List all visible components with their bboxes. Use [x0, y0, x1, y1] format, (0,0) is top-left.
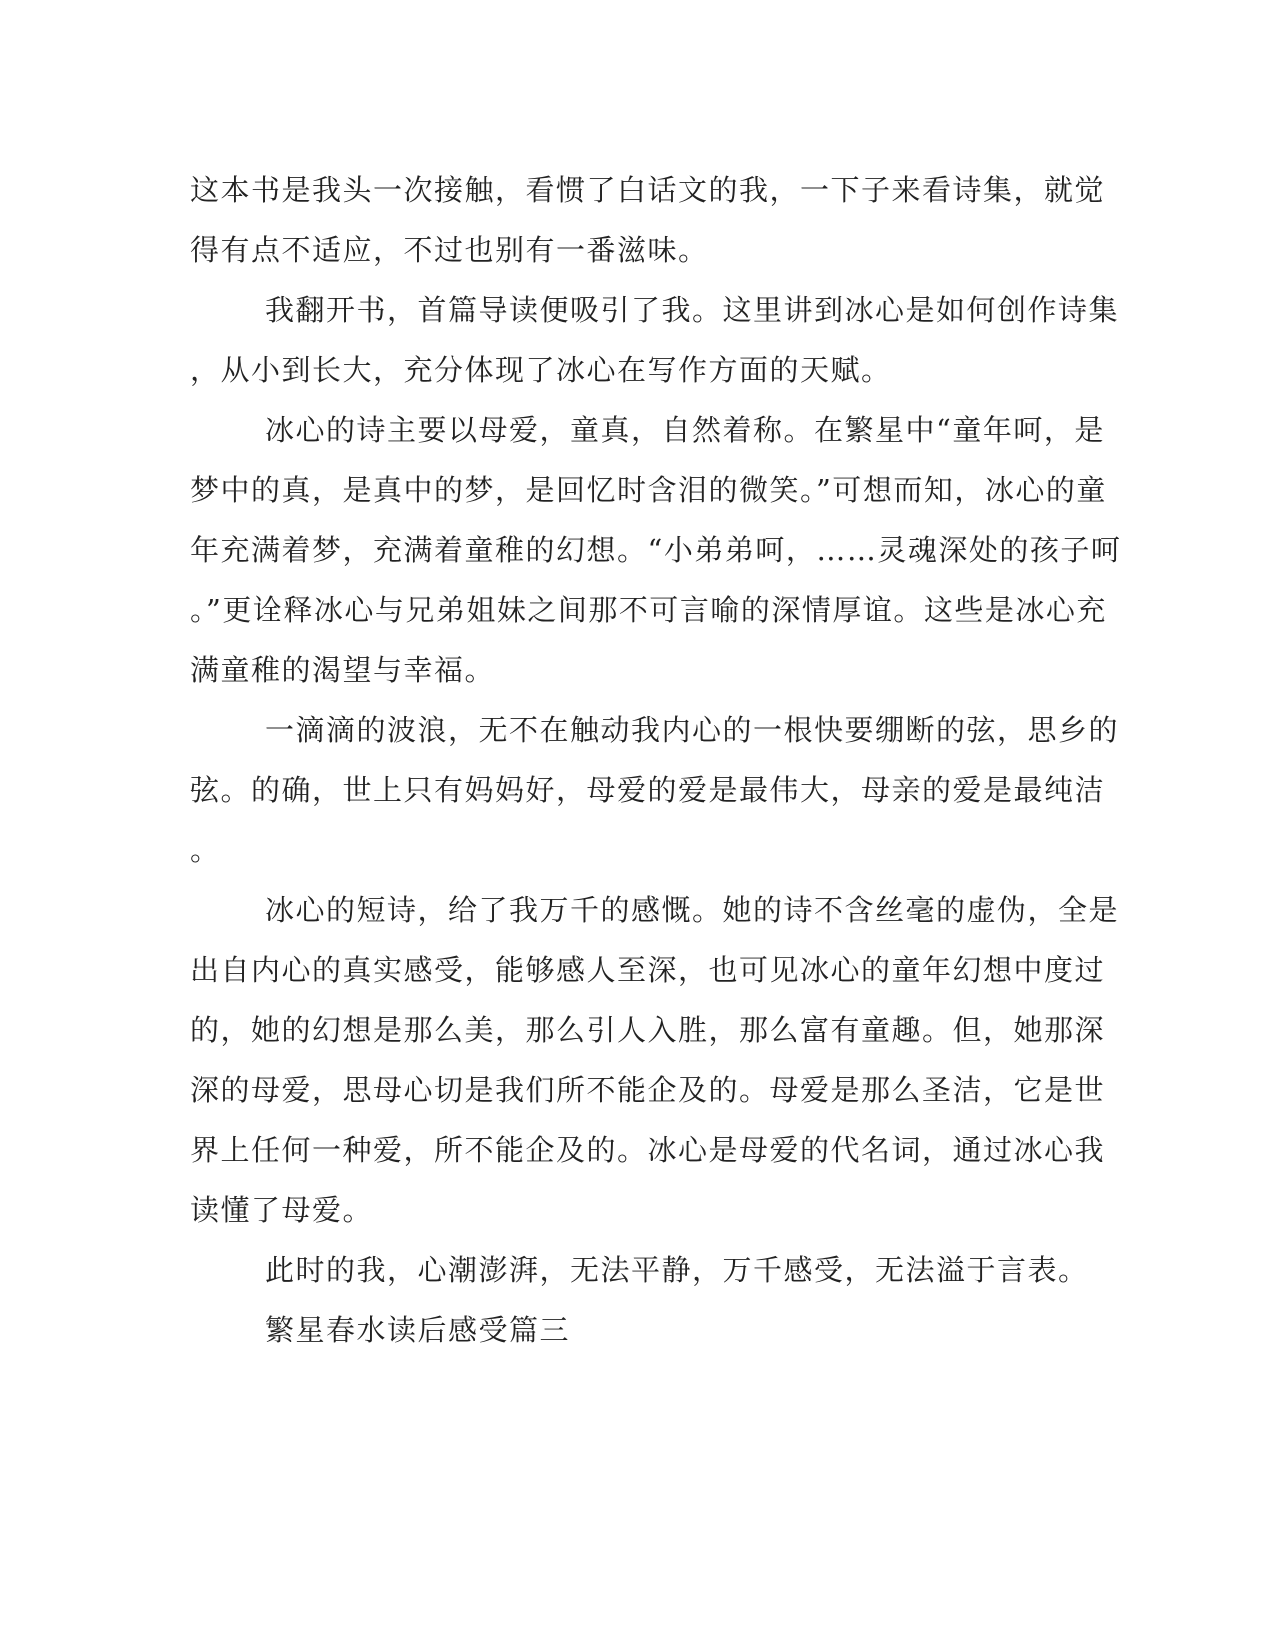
text-line: ，从小到长大，充分体现了冰心在写作方面的天赋。 [190, 353, 892, 387]
text-line: 。 [190, 833, 221, 867]
document-body [190, 160, 1122, 1360]
text-line: 满童稚的渴望与幸福。 [190, 653, 496, 687]
text-line: 的，她的幻想是那么美，那么引人入胜，那么富有童趣。但，她那深 [190, 1013, 1106, 1047]
text-line: 这本书是我头一次接触，看惯了白话文的我，一下子来看诗集，就觉 [190, 173, 1106, 207]
text-line: 深的母爱，思母心切是我们所不能企及的。母爱是那么圣洁，它是世 [190, 1073, 1106, 1107]
text-line: 弦。的确，世上只有妈妈好，母爱的爱是最伟大，母亲的爱是最纯洁 [190, 773, 1106, 807]
paragraph-first-line: 冰心的诗主要以母爱，童真，自然着称。在繁星中“童年呵，是 [265, 413, 1105, 447]
text-line: 出自内心的真实感受，能够感人至深，也可见冰心的童年幻想中度过 [190, 953, 1106, 987]
text-line: 年充满着梦，充满着童稚的幻想。“小弟弟呵，……灵魂深处的孩子呵 [190, 533, 1122, 567]
text-line: 梦中的真，是真中的梦，是回忆时含泪的微笑。”可想而知，冰心的童 [190, 473, 1107, 507]
paragraph-first-line: 我翻开书，首篇导读便吸引了我。这里讲到冰心是如何创作诗集 [265, 293, 1120, 327]
section-heading: 繁星春水读后感受篇三 [265, 1313, 571, 1347]
text-line: 界上任何一种爱，所不能企及的。冰心是母爱的代名词，通过冰心我 [190, 1133, 1106, 1167]
paragraph-first-line: 冰心的短诗，给了我万千的感慨。她的诗不含丝毫的虚伪，全是 [265, 893, 1120, 927]
paragraph-first-line: 一滴滴的波浪，无不在触动我内心的一根快要绷断的弦，思乡的 [265, 713, 1120, 747]
text-line: 读懂了母爱。 [190, 1193, 374, 1227]
paragraph-first-line: 此时的我，心潮澎湃，无法平静，万千感受，无法溢于言表。 [265, 1253, 1089, 1287]
text-line: 得有点不适应，不过也别有一番滋味。 [190, 233, 709, 267]
text-line: 。”更诠释冰心与兄弟姐妹之间那不可言喻的深情厚谊。这些是冰心充 [190, 593, 1107, 627]
